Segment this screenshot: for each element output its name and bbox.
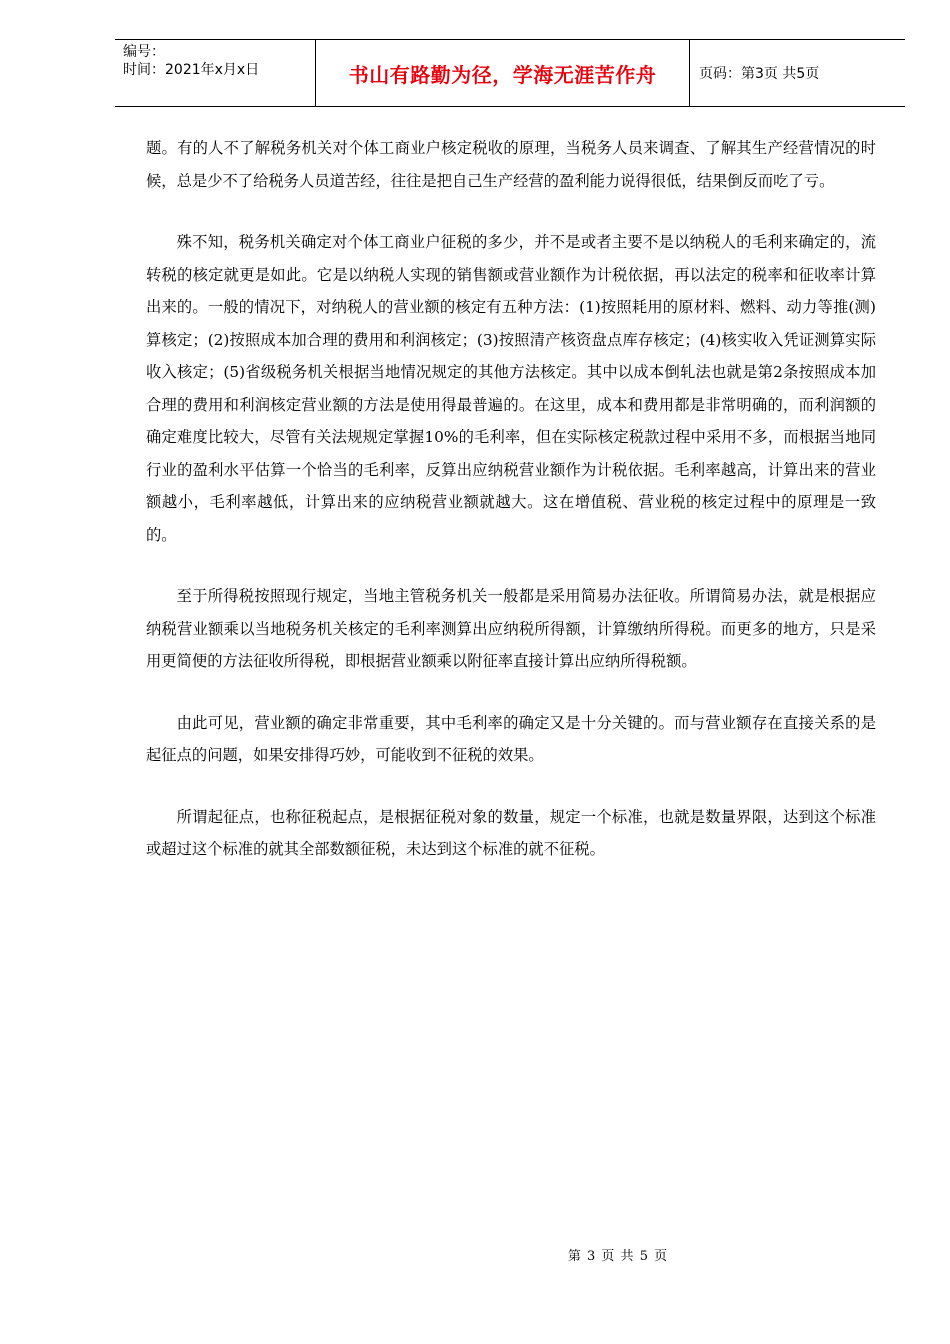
document-number-label: 编号： [123,44,165,60]
page-header [115,39,905,107]
paragraph: 至于所得税按照现行规定，当地主管税务机关一般都是采用简易办法征收。所谓简易办法，就是根据应纳税营业额乘以当地税务机关核定的毛利率测算出应纳税所得额，计算缴纳所得税。而更多的地方，只是采用更简便的方法征收所得税，即根据营业额乘以附征率直接计算出应纳所得税额。 [146,587,876,670]
header-page-info: 页码：第3页 共5页 [699,66,820,82]
paragraph-continuation: 题。有的人不了解税务机关对个体工商业户核定税收的原理，当税务人员来调查、了解其生产经营情况的时候，总是少不了给税务人员道苦经，往往是把自己生产经营的盈利能力说得很低，结果倒反而吃了亏。 [146,139,876,190]
document-time-label: 时间：2021年x月x日 [123,62,260,78]
document-body [146,132,876,895]
page-footer: 第 3 页 共 5 页 [567,1249,669,1264]
paragraph: 殊不知，税务机关确定对个体工商业户征税的多少，并不是或者主要不是以纳税人的毛利来确定的，流转税的核定就更是如此。它是以纳税人实现的销售额或营业额作为计税依据，再以法定的税率和征收率计算出来的。一般的情况下，对纳税人的营业额的核定有五种方法：(1)按照耗用的原材料、燃料、动力等推(测)算核定；(2)按照成本加合理的费用和利润核定；(3)按照清产核资盘点库存核定；(4)核实收入凭证测算实际收入核定；(5)省级税务机关根据当地情况规定的其他方法核定。其中以成本倒轧法也就是第2条按照成本加合理的费用和利润核定营业额的方法是使用得最普遍的。在这里，成本和费用都是非常明确的，而利润额的确定难度比较大，尽管有关法规规定掌握10%的毛利率，但在实际核定税款过程中采用不多，而根据当地同行业的盈利水平估算一个恰当的毛利率，反算出应纳税营业额作为计税依据。毛利率越高，计算出来的营业额越小，毛利率越低，计算出来的应纳税营业额就越大。这在增值税、营业税的核定过程中的原理是一致的。 [146,233,876,544]
paragraph: 所谓起征点，也称征税起点，是根据征税对象的数量，规定一个标准，也就是数量界限，达到这个标准或超过这个标准的就其全部数额征税，未达到这个标准的就不征税。 [146,807,876,858]
header-motto: 书山有路勤为径，学海无涯苦作舟 [316,40,690,106]
paragraph: 由此可见，营业额的确定非常重要，其中毛利率的确定又是十分关键的。而与营业额存在直接关系的是起征点的问题，如果安排得巧妙，可能收到不征税的效果。 [146,713,876,764]
header-meta [115,40,316,106]
